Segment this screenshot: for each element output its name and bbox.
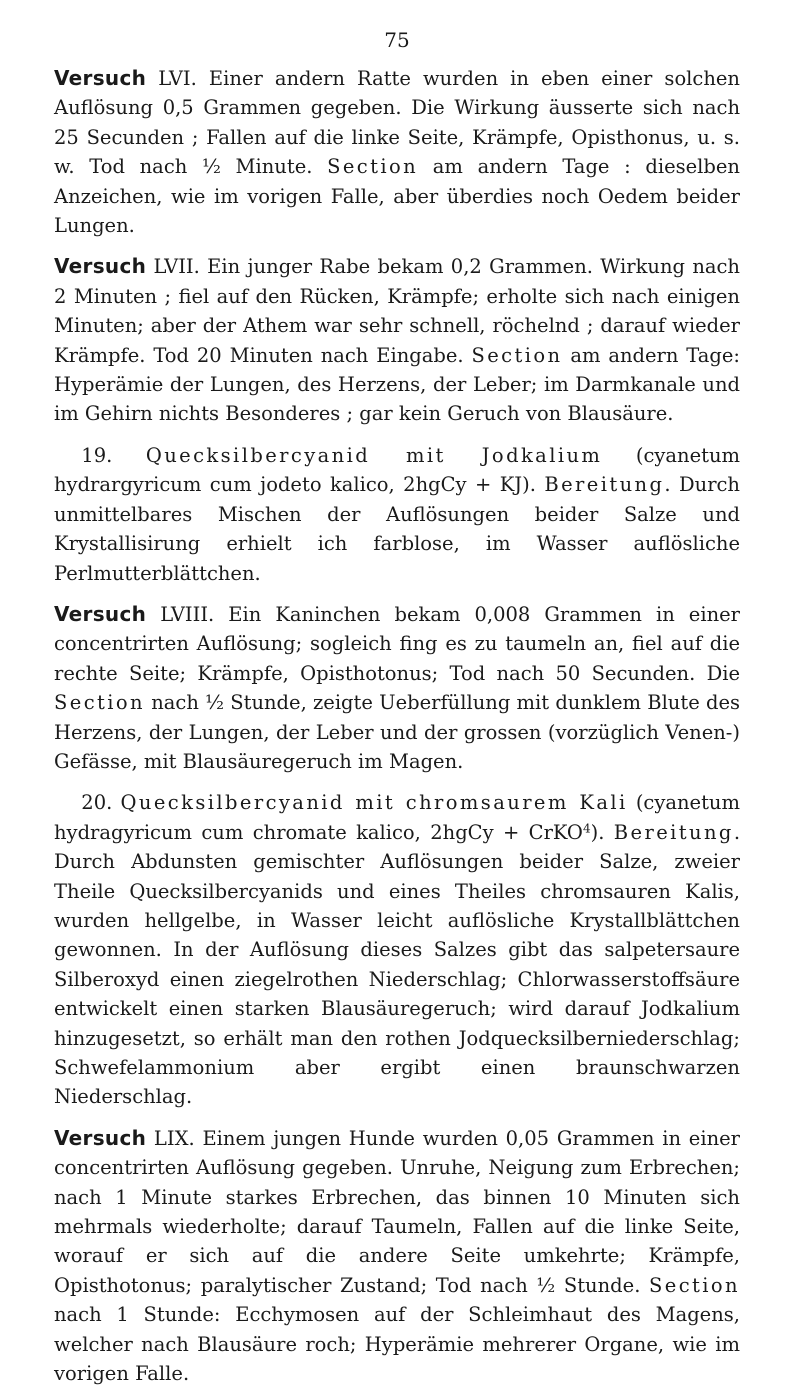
text-run: am andern Tage : dieselben Anzeichen, wie im vorigen Falle, aber überdies noch Oedem beider Lungen. <box>54 155 740 238</box>
paragraph <box>54 788 740 1111</box>
text-run: . Durch Abdunsten gemischter Auflösungen beider Salze, zweier Theile Quecksilbercyanids und eines Theiles chromsauren Kalis, wurden hellgelbe, in Wasser leicht auflösliche Krystallblättchen gewonnen. In der Auflösung dieses Salzes gibt das salpetersaure Silberoxyd einen ziegelrothen Niederschlag; Chlorwasserstoffsäure entwickelt einen starken Blausäuregeruch; wird darauf Jodkalium hinzugesetzt, so erhält man den rothen Jodquecksilberniederschlag; Schwefelammonium aber ergibt einen braunschwarzen Niederschlag. <box>54 820 741 1109</box>
text-run: LVIII. Ein Kaninchen bekam 0,008 Grammen in einer concentrirten Auflösung; sogleich fing es zu taumeln an, fiel auf die rechte Seite; Krämpfe, Opisthotonus; Tod nach 50 Secunden. Die <box>54 602 740 685</box>
text-run: (cyanetum hydrargyricum cum jodeto kalico, 2hgCy + KJ). <box>54 443 740 497</box>
text-run: ). <box>590 820 614 844</box>
spaced-term: Quecksilbercyanid mit Jodkalium <box>145 443 603 467</box>
text-run: nach ½ Stunde, zeigte Ueberfüllung mit dunklem Blute des Herzens, der Lungen, der Leber und der grossen (vorzüglich Venen-) Gefässe, mit Blausäuregeruch im Magen. <box>54 691 740 773</box>
experiment-heading: Versuch <box>54 1125 147 1150</box>
paragraph <box>54 441 740 588</box>
text-run: LVII. Ein junger Rabe bekam 0,2 Grammen. Wirkung nach 2 Minuten ; fiel auf den Rücken, Krämpfe; erholte sich nach einigen Minuten; aber der Athem war sehr schnell, röchelnd ; darauf wieder Krämpfe. Tod 20 Minuten nach Eingabe. <box>54 255 740 367</box>
paragraph <box>54 64 740 240</box>
spaced-term: Quecksilbercyanid mit chromsaurem Kali <box>120 791 628 815</box>
spaced-term: Bereitung <box>613 820 734 844</box>
experiment-heading: Versuch <box>54 66 147 90</box>
spaced-term: Section <box>471 343 563 367</box>
text-run: am andern Tage: Hyperämie der Lungen, des Herzens, der Leber; im Darmkanale und im Gehirn nichts Besonderes ; gar kein Geruch von Blausäure. <box>54 343 740 426</box>
text-run: 20. <box>81 791 121 815</box>
experiment-heading: Versuch <box>54 601 147 626</box>
spaced-term: Section <box>649 1273 740 1297</box>
paragraph <box>54 252 740 428</box>
spaced-term: Section <box>54 691 145 715</box>
text-run: . Durch unmittelbares Mischen der Auflösungen beider Salze und Krystallisirung erhielt ich farblose, im Wasser auflösliche Perlmutterblättchen. <box>54 473 740 585</box>
text-run: (cyanetum hydragyricum cum chromate kalico, 2hgCy + CrKO <box>54 791 740 844</box>
spaced-term: Section <box>327 155 419 179</box>
text-run: 19. <box>81 443 146 467</box>
paragraph <box>54 600 740 776</box>
body-text <box>54 64 740 1388</box>
paragraph <box>54 1124 740 1388</box>
page-number: 75 <box>384 28 410 52</box>
text-run: LIX. Einem jungen Hunde wurden 0,05 Grammen in einer concentrirten Auflösung gegeben. Unruhe, Neigung zum Erbrechen; nach 1 Minute starkes Erbrechen, das binnen 10 Minuten sich mehrmals wiederholte; darauf Taumeln, Fallen auf die linke Seite, worauf er sich auf die andere Seite umkehrte; Krämpfe, Opisthotonus; paralytischer Zustand; Tod nach ½ Stunde. <box>54 1126 740 1297</box>
superscript: 4 <box>582 821 591 836</box>
text-run: nach 1 Stunde: Ecchymosen auf der Schleimhaut des Magens, welcher nach Blausäure roch; Hyperämie mehrerer Organe, wie im vorigen Falle. <box>54 1303 740 1386</box>
experiment-heading: Versuch <box>54 254 147 279</box>
spaced-term: Bereitung <box>544 473 665 497</box>
text-run: LVI. Einer andern Ratte wurden in eben einer solchen Auflösung 0,5 Grammen gegeben. Die Wirkung äusserte sich nach 25 Secunden ; Fallen auf die linke Seite, Krämpfe, Opisthonus, u. s. w. Tod nach ½ Minute. <box>54 67 740 179</box>
